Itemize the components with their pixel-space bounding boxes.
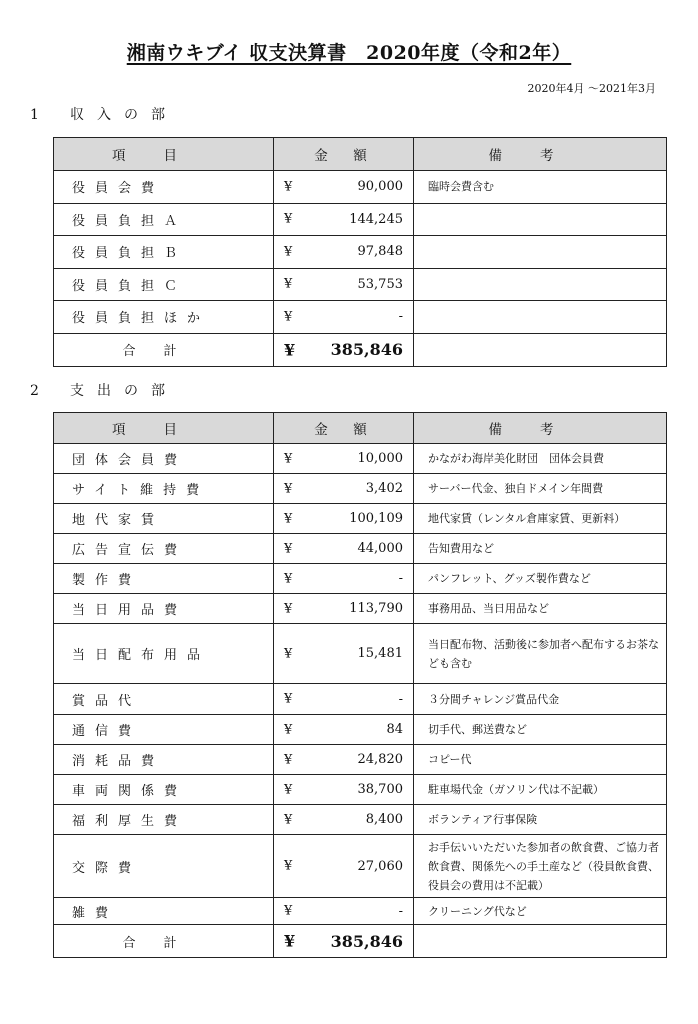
note-cell: ３分間チャレンジ賞品代金	[414, 684, 667, 715]
amount-value: 144,245	[349, 211, 403, 227]
item-cell: 消耗品費	[54, 745, 274, 775]
amount-cell	[274, 684, 414, 715]
currency-symbol: ¥	[284, 571, 293, 586]
currency-symbol: ¥	[284, 782, 293, 797]
currency-symbol: ¥	[284, 244, 293, 260]
expense-section-number: 2	[30, 383, 40, 399]
currency-symbol: ¥	[284, 752, 293, 767]
amount-value: 53,753	[357, 276, 403, 292]
table-row	[54, 268, 667, 301]
amount-cell	[274, 775, 414, 805]
amount-cell	[274, 835, 414, 898]
currency-symbol: ¥	[284, 931, 296, 951]
total-label: 合計	[54, 333, 274, 366]
amount-value: 100,109	[349, 511, 403, 526]
amount-cell	[274, 444, 414, 474]
amount-value: 27,060	[357, 858, 403, 874]
amount-value: 10,000	[357, 451, 403, 466]
item-cell: 福利厚生費	[54, 805, 274, 835]
expense-section-heading	[30, 380, 178, 400]
amount-cell	[274, 504, 414, 534]
header-item: 項目	[54, 138, 274, 171]
table-row	[54, 835, 667, 898]
amount-value: -	[398, 571, 403, 586]
note-cell: 告知費用など	[414, 534, 667, 564]
note-cell: 駐車場代金（ガソリン代は不記載）	[414, 775, 667, 805]
total-row	[54, 333, 667, 366]
income-section-label: 収入の部	[70, 107, 178, 123]
note-cell: お手伝いいただいた参加者の飲食費、ご協力者飲食費、関係先への手土産など（役員飲食費、役員会の費用は不記載）	[414, 835, 667, 898]
currency-symbol: ¥	[284, 511, 293, 526]
amount-value: 84	[386, 722, 403, 737]
document-title: 湘南ウキブイ 収支決算書 2020年度（令和2年）	[126, 42, 572, 64]
currency-symbol: ¥	[284, 601, 293, 616]
note-cell: パンフレット、グッズ製作費など	[414, 564, 667, 594]
table-row	[54, 594, 667, 624]
item-cell: 役員会費	[54, 171, 274, 204]
currency-symbol: ¥	[284, 211, 293, 227]
table-row	[54, 534, 667, 564]
amount-value: 3,402	[365, 481, 403, 496]
expense-table	[53, 412, 667, 958]
item-cell: 当日配布用品	[54, 624, 274, 684]
item-cell: 当日用品費	[54, 594, 274, 624]
table-row	[54, 301, 667, 334]
table-row	[54, 898, 667, 925]
currency-symbol: ¥	[284, 858, 293, 874]
total-label: 合計	[54, 925, 274, 958]
table-row	[54, 624, 667, 684]
total-amount-cell	[274, 925, 414, 958]
currency-symbol: ¥	[284, 903, 293, 919]
currency-symbol: ¥	[284, 541, 293, 556]
amount-cell	[274, 534, 414, 564]
table-row	[54, 236, 667, 269]
item-cell: 地代家賃	[54, 504, 274, 534]
amount-cell	[274, 171, 414, 204]
note-cell	[414, 236, 667, 269]
amount-cell	[274, 715, 414, 745]
currency-symbol: ¥	[284, 276, 293, 292]
item-cell: 役員負担Ｂ	[54, 236, 274, 269]
amount-cell	[274, 624, 414, 684]
amount-value: 44,000	[357, 541, 403, 556]
currency-symbol: ¥	[284, 309, 293, 325]
amount-cell	[274, 474, 414, 504]
income-header-row	[54, 138, 667, 171]
table-row	[54, 564, 667, 594]
amount-cell	[274, 594, 414, 624]
amount-cell	[274, 564, 414, 594]
amount-value: 24,820	[357, 752, 403, 767]
item-cell: 通信費	[54, 715, 274, 745]
amount-cell	[274, 236, 414, 269]
note-cell: ボランティア行事保険	[414, 805, 667, 835]
note-cell: 事務用品、当日用品など	[414, 594, 667, 624]
amount-value: 97,848	[357, 244, 403, 260]
amount-value: 8,400	[365, 812, 403, 827]
header-item: 項目	[54, 413, 274, 444]
header-note: 備考	[414, 413, 667, 444]
table-row	[54, 775, 667, 805]
total-amount-cell	[274, 333, 414, 366]
table-row	[54, 715, 667, 745]
note-cell: 臨時会費含む	[414, 171, 667, 204]
total-amount-value: 385,846	[330, 931, 403, 951]
note-cell: クリーニング代など	[414, 898, 667, 925]
amount-value: 113,790	[349, 601, 403, 616]
item-cell: 役員負担Ａ	[54, 203, 274, 236]
amount-cell	[274, 805, 414, 835]
item-cell: 役員負担ほか	[54, 301, 274, 334]
item-cell: 広告宣伝費	[54, 534, 274, 564]
amount-cell	[274, 203, 414, 236]
table-row	[54, 171, 667, 204]
amount-value: -	[398, 691, 403, 707]
table-row	[54, 444, 667, 474]
item-cell: サイト維持費	[54, 474, 274, 504]
table-row	[54, 203, 667, 236]
item-cell: 車両関係費	[54, 775, 274, 805]
amount-value: 38,700	[357, 782, 403, 797]
header-amount: 金 額	[274, 413, 414, 444]
amount-value: 90,000	[357, 179, 403, 195]
currency-symbol: ¥	[284, 179, 293, 195]
income-section-heading	[30, 104, 178, 124]
item-cell: 賞品代	[54, 684, 274, 715]
header-note: 備考	[414, 138, 667, 171]
note-cell: 切手代、郵送費など	[414, 715, 667, 745]
income-table	[53, 137, 667, 367]
total-note-cell	[414, 333, 667, 366]
total-amount-value: 385,846	[330, 340, 403, 359]
table-row	[54, 684, 667, 715]
currency-symbol: ¥	[284, 340, 296, 359]
income-section-number: 1	[30, 107, 40, 123]
currency-symbol: ¥	[284, 812, 293, 827]
total-note-cell	[414, 925, 667, 958]
amount-cell	[274, 898, 414, 925]
currency-symbol: ¥	[284, 691, 293, 707]
currency-symbol: ¥	[284, 481, 293, 496]
header-amount: 金 額	[274, 138, 414, 171]
amount-cell	[274, 745, 414, 775]
amount-value: -	[398, 903, 403, 919]
item-cell: 交際費	[54, 835, 274, 898]
item-cell: 雑費	[54, 898, 274, 925]
amount-value: 15,481	[357, 646, 403, 661]
note-cell: かながわ海岸美化財団 団体会員費	[414, 444, 667, 474]
note-cell	[414, 268, 667, 301]
note-cell: 地代家賃（レンタル倉庫家賃、更新料）	[414, 504, 667, 534]
expense-header-row	[54, 413, 667, 444]
note-cell	[414, 203, 667, 236]
item-cell: 役員負担Ｃ	[54, 268, 274, 301]
currency-symbol: ¥	[284, 646, 293, 661]
table-row	[54, 805, 667, 835]
note-cell: サーバー代金、独自ドメイン年間費	[414, 474, 667, 504]
note-cell: コピー代	[414, 745, 667, 775]
currency-symbol: ¥	[284, 722, 293, 737]
currency-symbol: ¥	[284, 451, 293, 466]
table-row	[54, 474, 667, 504]
amount-cell	[274, 268, 414, 301]
table-row	[54, 745, 667, 775]
expense-section-label: 支出の部	[70, 383, 178, 399]
item-cell: 製作費	[54, 564, 274, 594]
note-cell	[414, 301, 667, 334]
total-row	[54, 925, 667, 958]
amount-value: -	[398, 309, 403, 325]
table-row	[54, 504, 667, 534]
note-cell: 当日配布物、活動後に参加者へ配布するお茶なども含む	[414, 624, 667, 684]
fiscal-period: 2020年4月 ～2021年3月	[527, 82, 656, 95]
item-cell: 団体会員費	[54, 444, 274, 474]
amount-cell	[274, 301, 414, 334]
